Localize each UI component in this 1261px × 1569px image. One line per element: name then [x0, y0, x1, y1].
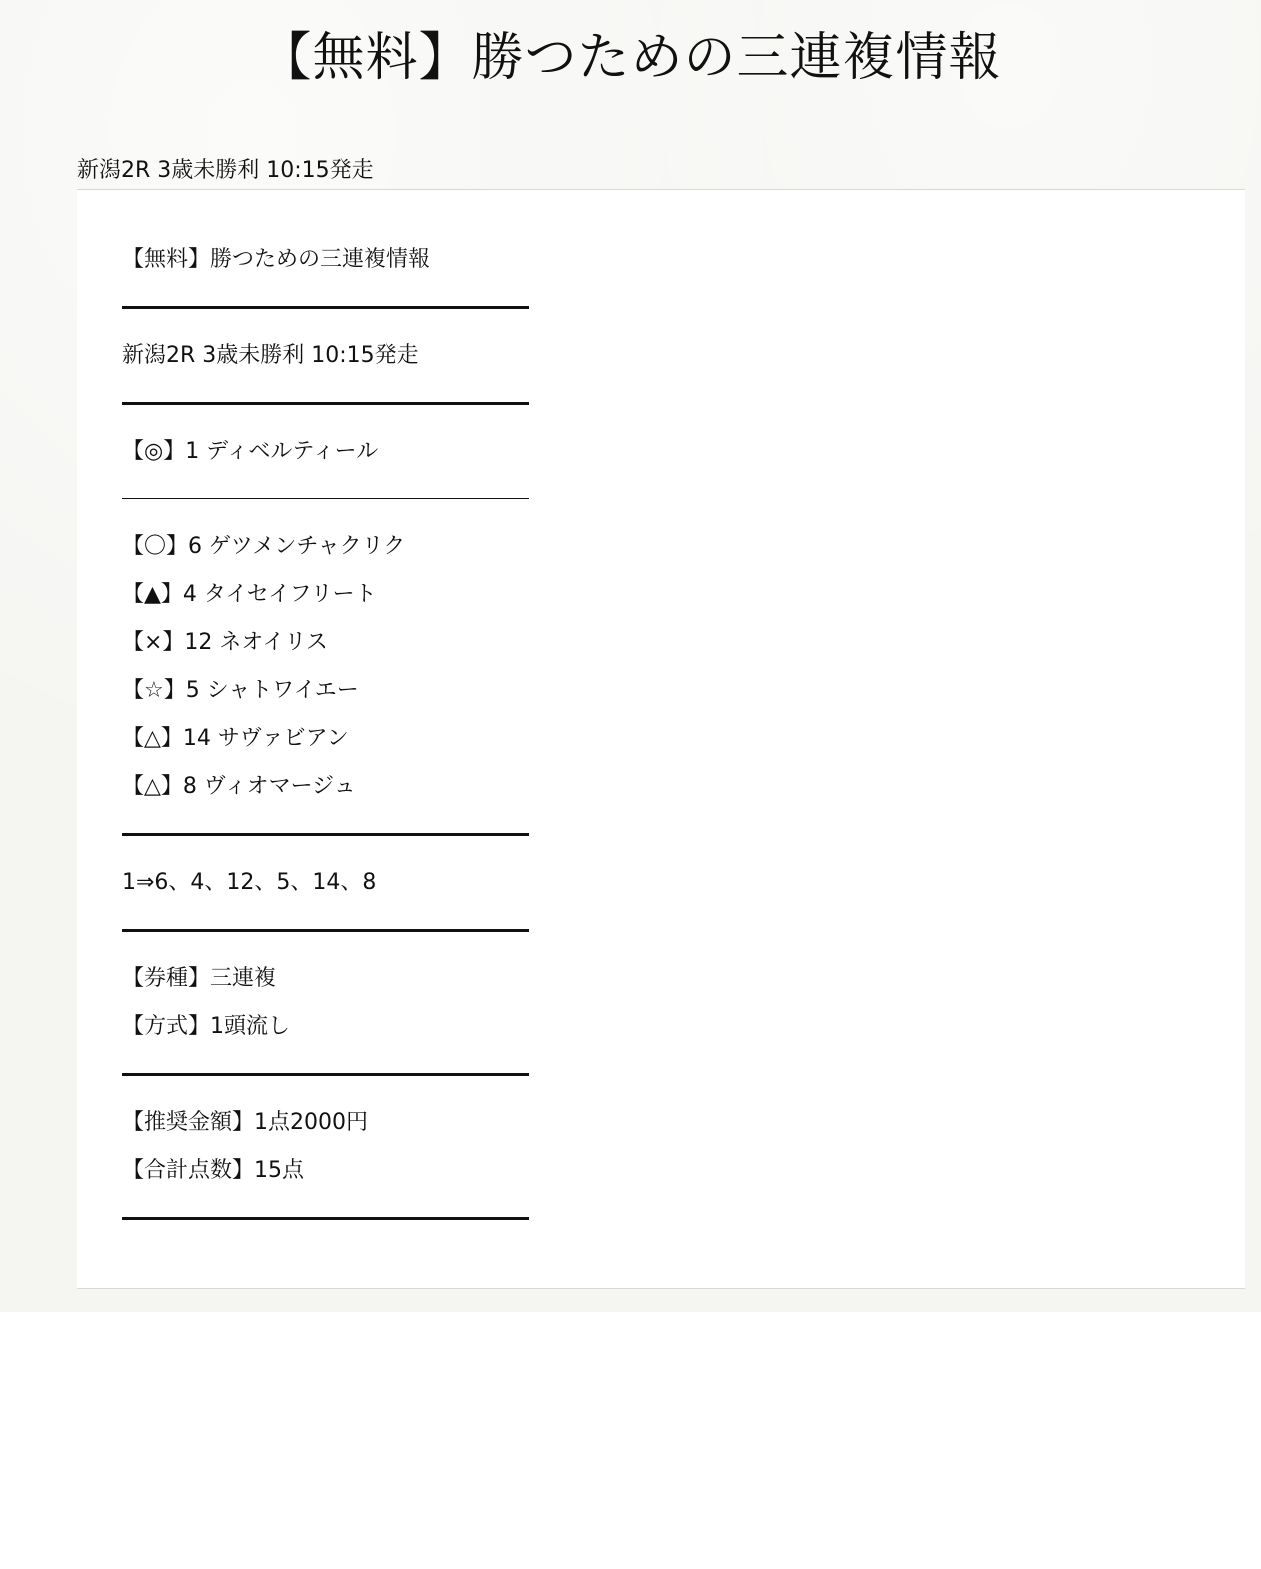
divider	[122, 498, 529, 499]
divider	[122, 1073, 529, 1076]
divider	[122, 402, 529, 405]
divider	[122, 929, 529, 932]
pick-item: 【×】12 ネオイリス	[122, 630, 328, 655]
pick-item: 【△】14 サヴァビアン	[122, 726, 349, 751]
bet-method-line: 【方式】1頭流し	[122, 1014, 290, 1039]
bet-type-line: 【券種】三連複	[122, 966, 277, 991]
pick-item: 【☆】5 シャトワイエー	[122, 678, 359, 703]
page-title: 【無料】勝つための三連複情報	[259, 28, 1002, 88]
pick-item: 【〇】6 ゲツメンチャクリク	[122, 534, 406, 559]
stake-line: 【推奨金額】1点2000円	[122, 1110, 368, 1135]
pick-item: 【△】8 ヴィオマージュ	[122, 774, 356, 799]
divider	[122, 833, 529, 836]
race-heading: 新潟2R 3歳未勝利 10:15発走	[77, 158, 374, 183]
honmei-pick: 【◎】1 ディベルティール	[122, 439, 379, 464]
total-points-line: 【合計点数】15点	[122, 1158, 304, 1183]
divider	[122, 306, 529, 309]
article-title-line: 【無料】勝つための三連複情報	[122, 247, 431, 272]
divider	[122, 1217, 529, 1220]
pick-item: 【▲】4 タイセイフリート	[122, 582, 377, 607]
race-info-line: 新潟2R 3歳未勝利 10:15発走	[122, 343, 419, 368]
combination-line: 1⇒6、4、12、5、14、8	[122, 870, 377, 895]
